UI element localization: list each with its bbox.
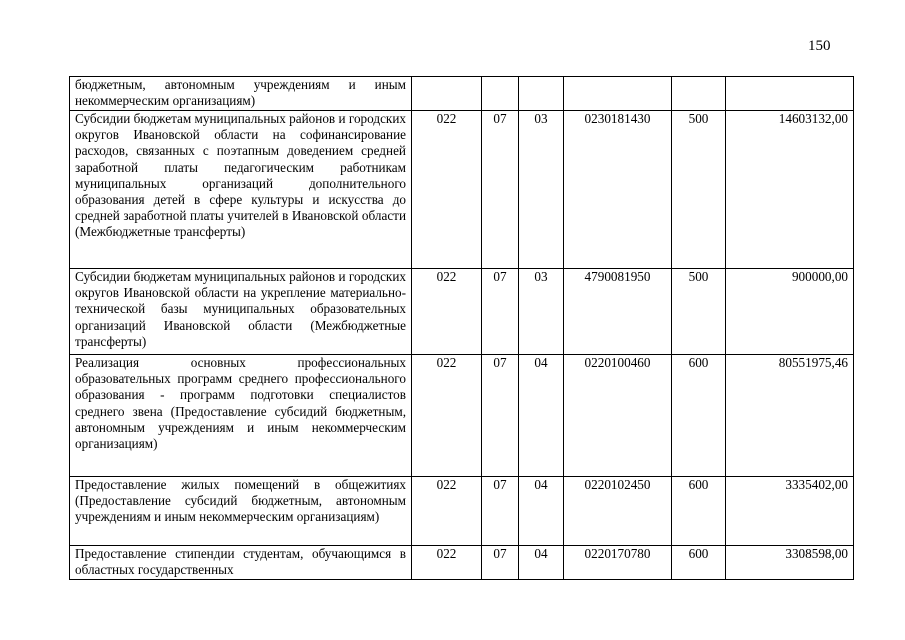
ministry-code: 022 — [412, 477, 482, 546]
amount: 3335402,00 — [726, 477, 854, 546]
ministry-code: 022 — [412, 111, 482, 269]
expense-type-code: 600 — [672, 477, 726, 546]
table-row — [70, 355, 854, 477]
expense-type-code: 500 — [672, 269, 726, 355]
section-code: 07 — [482, 355, 519, 477]
expense-description: Субсидии бюджетам муниципальных районов и городских округов Ивановской области на укрепление материально-технической базы муниципальных образовательных организаций Ивановской области (Межбюджетные трансферты) — [70, 269, 412, 355]
subsection-code: 04 — [519, 477, 564, 546]
section-code: 07 — [482, 111, 519, 269]
subsection-code: 04 — [519, 355, 564, 477]
target-article-code: 4790081950 — [564, 269, 672, 355]
table-row — [70, 111, 854, 269]
expense-type-code — [672, 77, 726, 111]
ministry-code: 022 — [412, 269, 482, 355]
expense-description: бюджетным, автономным учреждениям и иным некоммерческим организациям) — [70, 77, 412, 111]
amount: 80551975,46 — [726, 355, 854, 477]
amount — [726, 77, 854, 111]
table-row — [70, 477, 854, 546]
target-article-code: 0220102450 — [564, 477, 672, 546]
target-article-code: 0220100460 — [564, 355, 672, 477]
target-article-code: 0230181430 — [564, 111, 672, 269]
expense-description: Реализация основных профессиональных образовательных программ среднего профессионального образования - программ подготовки специалистов среднего звена (Предоставление субсидий бюджетным, автономным учреждениям и иным некоммерческим организациям) — [70, 355, 412, 477]
amount: 14603132,00 — [726, 111, 854, 269]
amount: 3308598,00 — [726, 546, 854, 580]
ministry-code — [412, 77, 482, 111]
expense-description: Предоставление жилых помещений в общежитиях (Предоставление субсидий бюджетным, автономным учреждениям и иным некоммерческим организациям) — [70, 477, 412, 546]
subsection-code: 03 — [519, 269, 564, 355]
ministry-code: 022 — [412, 355, 482, 477]
section-code: 07 — [482, 269, 519, 355]
subsection-code: 04 — [519, 546, 564, 580]
table-row — [70, 546, 854, 580]
expense-type-code: 600 — [672, 355, 726, 477]
subsection-code — [519, 77, 564, 111]
expense-type-code: 600 — [672, 546, 726, 580]
expense-description: Субсидии бюджетам муниципальных районов и городских округов Ивановской области на софинансирование расходов, связанных с поэтапным доведением средней заработной платы педагогическим работникам муниципальных организаций дополнительного образования детей в сфере культуры и искусства до средней заработной платы учителей в Ивановской области (Межбюджетные трансферты) — [70, 111, 412, 269]
table-row — [70, 269, 854, 355]
section-code: 07 — [482, 546, 519, 580]
ministry-code: 022 — [412, 546, 482, 580]
section-code: 07 — [482, 477, 519, 546]
target-article-code — [564, 77, 672, 111]
target-article-code: 0220170780 — [564, 546, 672, 580]
amount: 900000,00 — [726, 269, 854, 355]
subsection-code: 03 — [519, 111, 564, 269]
expense-type-code: 500 — [672, 111, 726, 269]
page-number: 150 — [808, 38, 831, 54]
section-code — [482, 77, 519, 111]
budget-table — [69, 76, 854, 580]
table-row — [70, 77, 854, 111]
expense-description: Предоставление стипендии студентам, обучающимся в областных государственных — [70, 546, 412, 580]
